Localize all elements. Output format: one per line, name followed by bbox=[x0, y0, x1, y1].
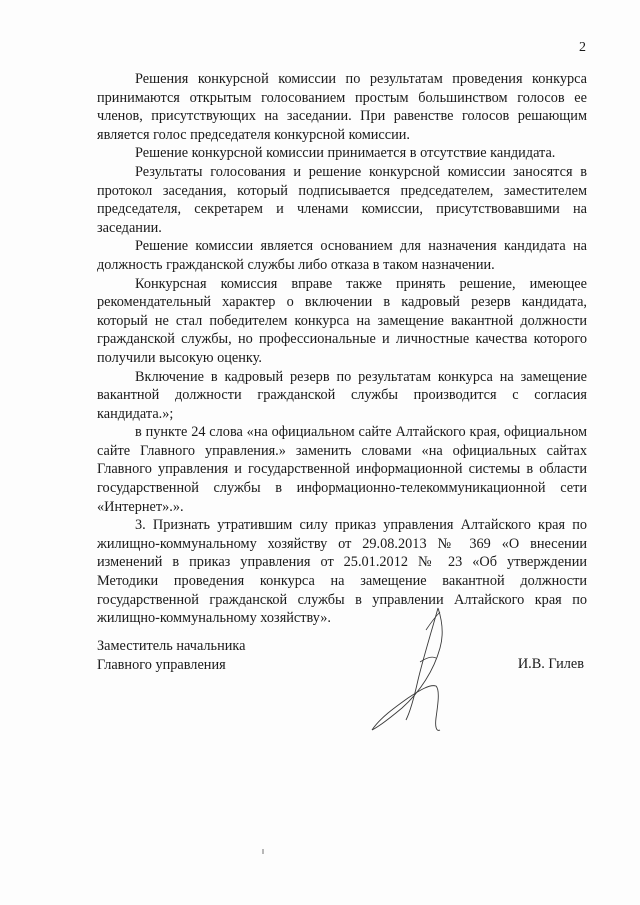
signer-name: И.В. Гилев bbox=[517, 656, 584, 672]
signer-title bbox=[97, 637, 347, 674]
paragraph-appointment-basis: Решение комиссии является основанием для назначения кандидата на должность гражданской службы либо отказа в таком назначении. bbox=[97, 238, 587, 273]
paragraph-voting-rules: Решения конкурсной комиссии по результатам проведения конкурса принимаются открытым голосованием простым большинством голосов ее членов, присутствующих на заседании. При равенстве голосов решающим является голос председателя конкурсной комиссии. bbox=[97, 71, 587, 143]
paragraph-item-24: в пункте 24 слова «на официальном сайте Алтайского края, официальном сайте Главного управления.» заменить словами «на официальных сайтах Главного управления и государственной информационной системы в области государственной службы в информационно-телекоммуникационной сети «Интернет».». bbox=[97, 424, 587, 515]
paragraph-candidate-absence: Решение конкурсной комиссии принимается в отсутствие кандидата. bbox=[135, 145, 556, 162]
handwritten-signature bbox=[360, 600, 470, 750]
page-number: 2 bbox=[579, 40, 586, 55]
paragraph-personnel-reserve: Конкурсная комиссия вправе также принять решение, имеющее рекомендательный характер о включении в кадровый резерв кандидата, который не стал победителем конкурса на замещение вакантной должности гражданской службы, но профессиональные и личностные качества которого получили высокую оценку. bbox=[97, 275, 587, 366]
paragraph-protocol: Результаты голосования и решение конкурсной комиссии заносятся в протокол заседания, который подписывается председателем, заместителем председателя, секретарем и членами комиссии, присутствовавшими на заседании. bbox=[97, 163, 587, 236]
scan-artifact bbox=[262, 849, 264, 854]
paragraph-repeal-order: 3. Признать утратившим силу приказ управления Алтайского края по жилищно-коммунальному хозяйству от 29.08.2013 № 369 «О внесении изменений в приказ управления от 25.01.2012 № 23 «Об утверждении Методики проведения конкурса на замещение вакантной должности государственной гражданской службы в управлении Алтайского края по жилищно-коммунальному хозяйству». bbox=[97, 517, 587, 627]
document-body bbox=[97, 70, 587, 628]
paragraph-reserve-consent: Включение в кадровый резерв по результатам конкурса на замещение вакантной должности гражданской службы производится с согласия кандидата.»; bbox=[97, 368, 587, 422]
signer-title-line2: Главного управления bbox=[97, 656, 226, 673]
signer-title-line1: Заместитель начальника bbox=[97, 638, 246, 654]
